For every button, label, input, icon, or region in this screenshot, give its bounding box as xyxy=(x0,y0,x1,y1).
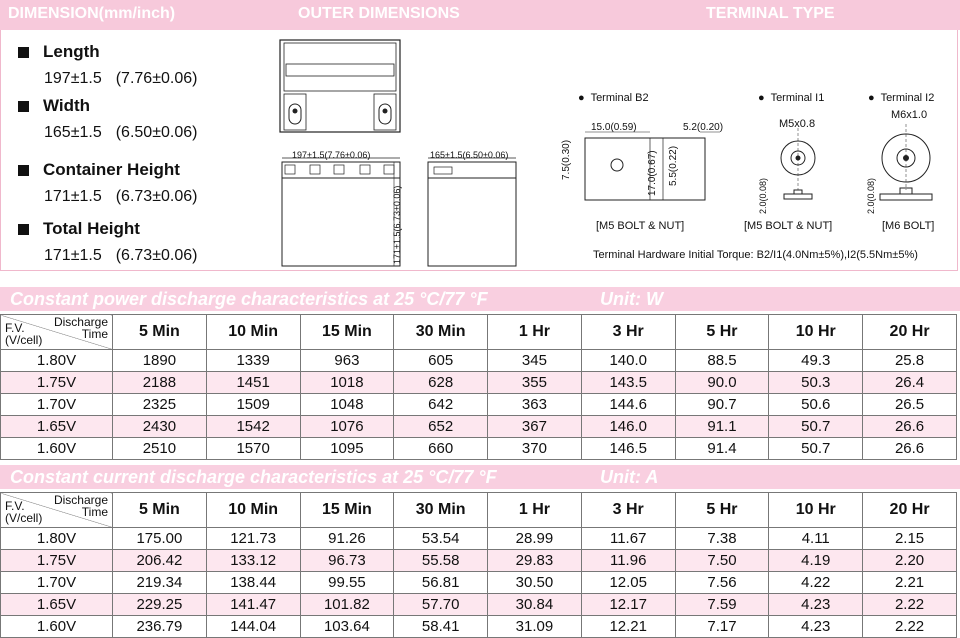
value-cell: 4.23 xyxy=(769,616,863,638)
i2-bolt: M6x1.0 xyxy=(891,109,928,121)
value-cell: 628 xyxy=(394,372,488,394)
dim-label: Width xyxy=(43,96,91,115)
column-header: 30 Min xyxy=(394,315,488,350)
value-cell: 2.15 xyxy=(863,528,957,550)
fv-cell: 1.65V xyxy=(1,416,113,438)
value-cell: 660 xyxy=(394,438,488,460)
value-cell: 26.6 xyxy=(863,438,957,460)
table-row xyxy=(1,572,957,594)
value-cell: 367 xyxy=(488,416,582,438)
dimension-header-bar xyxy=(0,0,960,30)
dim-container-height xyxy=(18,160,211,206)
table-header-row xyxy=(1,493,957,528)
dim-label: Total Height xyxy=(43,219,140,238)
current-table-band xyxy=(0,465,960,489)
value-cell: 2.20 xyxy=(863,550,957,572)
corner-fv: F.V. xyxy=(5,499,25,513)
value-cell: 219.34 xyxy=(113,572,207,594)
value-cell: 355 xyxy=(488,372,582,394)
value-cell: 90.0 xyxy=(675,372,769,394)
table-row xyxy=(1,350,957,372)
table-header-row xyxy=(1,315,957,350)
terminal-b2-title: ● Terminal B2 xyxy=(578,92,649,104)
column-header: 10 Min xyxy=(206,493,300,528)
outer-dimensions-title: OUTER DIMENSIONS xyxy=(298,5,460,22)
dim-total-height xyxy=(18,219,211,265)
column-header: 1 Hr xyxy=(488,493,582,528)
value-cell: 175.00 xyxy=(113,528,207,550)
column-header: 15 Min xyxy=(300,493,394,528)
torque-note: Terminal Hardware Initial Torque: B2/I1(4.0Nm±5%),I2(5.5Nm±5%) xyxy=(593,249,918,261)
value-cell: 91.1 xyxy=(675,416,769,438)
terminal-i2-name: Terminal I2 xyxy=(880,92,935,104)
column-header: 3 Hr xyxy=(581,315,675,350)
column-header: 5 Min xyxy=(113,493,207,528)
fv-cell: 1.70V xyxy=(1,572,113,594)
value-cell: 91.26 xyxy=(300,528,394,550)
b2-small-dim: 5.5(0.22) xyxy=(668,145,679,186)
value-cell: 140.0 xyxy=(581,350,675,372)
value-cell: 2188 xyxy=(113,372,207,394)
value-cell: 4.22 xyxy=(769,572,863,594)
b2-right-dim: 5.2(0.20) xyxy=(683,122,724,133)
value-cell: 2510 xyxy=(113,438,207,460)
front-width-label: 197±1.5(7.76±0.06) xyxy=(292,150,371,160)
b2-left-dim: 7.5(0.30) xyxy=(561,139,572,180)
column-header: 20 Hr xyxy=(863,493,957,528)
value-cell: 236.79 xyxy=(113,616,207,638)
value-cell: 2325 xyxy=(113,394,207,416)
terminal-i1-title: ● Terminal I1 xyxy=(758,92,825,104)
corner-discharge: Discharge xyxy=(53,493,108,507)
i1-dim: 2.0(0.08) xyxy=(758,177,768,214)
column-header: 10 Hr xyxy=(769,493,863,528)
value-cell: 1509 xyxy=(206,394,300,416)
b2-hardware: [M5 BOLT & NUT] xyxy=(596,220,685,232)
dim-label: Container Height xyxy=(43,160,180,179)
battery-side-view xyxy=(428,158,516,266)
b2-width-dim: 15.0(0.59) xyxy=(591,122,637,133)
table-row xyxy=(1,528,957,550)
terminal-i1-name: Terminal I1 xyxy=(770,92,825,104)
value-cell: 4.23 xyxy=(769,594,863,616)
value-cell: 28.99 xyxy=(488,528,582,550)
column-header: 10 Hr xyxy=(769,315,863,350)
value-cell: 26.4 xyxy=(863,372,957,394)
corner-time: Time xyxy=(81,505,108,519)
value-cell: 50.7 xyxy=(769,438,863,460)
table-row xyxy=(1,550,957,572)
value-cell: 7.56 xyxy=(675,572,769,594)
dim-mm: 171±1.5 xyxy=(44,247,102,264)
corner-vcell: (V/cell) xyxy=(5,511,43,525)
value-cell: 53.54 xyxy=(394,528,488,550)
current-table-unit: Unit: A xyxy=(600,467,659,487)
value-cell: 652 xyxy=(394,416,488,438)
value-cell: 121.73 xyxy=(206,528,300,550)
value-cell: 144.6 xyxy=(581,394,675,416)
bullet-icon xyxy=(18,101,29,112)
value-cell: 7.17 xyxy=(675,616,769,638)
value-cell: 7.50 xyxy=(675,550,769,572)
value-cell: 99.55 xyxy=(300,572,394,594)
value-cell: 55.58 xyxy=(394,550,488,572)
value-cell: 1451 xyxy=(206,372,300,394)
dim-length xyxy=(18,42,211,88)
value-cell: 101.82 xyxy=(300,594,394,616)
height-label: 171±1.5(6.73±0.06) xyxy=(392,185,402,264)
value-cell: 642 xyxy=(394,394,488,416)
current-table-title: Constant current discharge characteristics at 25 °C/77 °F xyxy=(10,467,497,487)
value-cell: 11.67 xyxy=(581,528,675,550)
i1-hardware: [M5 BOLT & NUT] xyxy=(744,220,833,232)
corner-discharge: Discharge xyxy=(53,315,108,329)
b2-inner-dim: 17.0(0.67) xyxy=(647,150,658,196)
battery-top-view xyxy=(280,40,400,132)
column-header: 5 Hr xyxy=(675,493,769,528)
dim-inch: (7.76±0.06) xyxy=(115,70,198,87)
value-cell: 1890 xyxy=(113,350,207,372)
bullet-icon xyxy=(18,47,29,58)
column-header: 5 Min xyxy=(113,315,207,350)
value-cell: 1048 xyxy=(300,394,394,416)
power-table-band xyxy=(0,287,960,311)
column-header: 15 Min xyxy=(300,315,394,350)
value-cell: 26.6 xyxy=(863,416,957,438)
value-cell: 50.7 xyxy=(769,416,863,438)
fv-cell: 1.60V xyxy=(1,616,113,638)
fv-cell: 1.60V xyxy=(1,438,113,460)
value-cell: 96.73 xyxy=(300,550,394,572)
value-cell: 12.21 xyxy=(581,616,675,638)
value-cell: 605 xyxy=(394,350,488,372)
bullet-icon xyxy=(18,224,29,235)
value-cell: 146.0 xyxy=(581,416,675,438)
dim-inch: (6.50±0.06) xyxy=(115,124,198,141)
fv-cell: 1.65V xyxy=(1,594,113,616)
dimension-title: DIMENSION(mm/inch) xyxy=(8,5,176,22)
value-cell: 370 xyxy=(488,438,582,460)
column-header: 30 Min xyxy=(394,493,488,528)
value-cell: 58.41 xyxy=(394,616,488,638)
value-cell: 1095 xyxy=(300,438,394,460)
table-row xyxy=(1,372,957,394)
value-cell: 31.09 xyxy=(488,616,582,638)
value-cell: 144.04 xyxy=(206,616,300,638)
value-cell: 103.64 xyxy=(300,616,394,638)
value-cell: 141.47 xyxy=(206,594,300,616)
value-cell: 90.7 xyxy=(675,394,769,416)
value-cell: 4.19 xyxy=(769,550,863,572)
table-row xyxy=(1,394,957,416)
power-table-unit: Unit: W xyxy=(600,289,663,309)
dim-width xyxy=(18,96,211,142)
fv-cell: 1.80V xyxy=(1,350,113,372)
value-cell: 1076 xyxy=(300,416,394,438)
table-corner xyxy=(1,493,113,528)
value-cell: 1339 xyxy=(206,350,300,372)
table-row xyxy=(1,438,957,460)
corner-vcell: (V/cell) xyxy=(5,333,43,347)
value-cell: 50.6 xyxy=(769,394,863,416)
column-header: 10 Min xyxy=(206,315,300,350)
value-cell: 2.22 xyxy=(863,594,957,616)
value-cell: 146.5 xyxy=(581,438,675,460)
value-cell: 30.84 xyxy=(488,594,582,616)
dim-inch: (6.73±0.06) xyxy=(115,188,198,205)
value-cell: 7.59 xyxy=(675,594,769,616)
value-cell: 133.12 xyxy=(206,550,300,572)
value-cell: 1542 xyxy=(206,416,300,438)
value-cell: 963 xyxy=(300,350,394,372)
side-width-label: 165±1.5(6.50±0.06) xyxy=(430,150,509,160)
value-cell: 229.25 xyxy=(113,594,207,616)
value-cell: 11.96 xyxy=(581,550,675,572)
value-cell: 88.5 xyxy=(675,350,769,372)
value-cell: 363 xyxy=(488,394,582,416)
terminal-type-title: TERMINAL TYPE xyxy=(706,5,835,22)
value-cell: 26.5 xyxy=(863,394,957,416)
value-cell: 30.50 xyxy=(488,572,582,594)
value-cell: 91.4 xyxy=(675,438,769,460)
value-cell: 50.3 xyxy=(769,372,863,394)
value-cell: 4.11 xyxy=(769,528,863,550)
value-cell: 29.83 xyxy=(488,550,582,572)
dim-mm: 165±1.5 xyxy=(44,124,102,141)
dim-mm: 171±1.5 xyxy=(44,188,102,205)
table-row xyxy=(1,594,957,616)
table-corner xyxy=(1,315,113,350)
value-cell: 138.44 xyxy=(206,572,300,594)
fv-cell: 1.70V xyxy=(1,394,113,416)
value-cell: 12.17 xyxy=(581,594,675,616)
i2-dim: 2.0(0.08) xyxy=(866,177,876,214)
value-cell: 206.42 xyxy=(113,550,207,572)
terminal-i2-drawing xyxy=(880,124,932,200)
column-header: 5 Hr xyxy=(675,315,769,350)
value-cell: 57.70 xyxy=(394,594,488,616)
power-table-title: Constant power discharge characteristics at 25 °C/77 °F xyxy=(10,289,488,309)
value-cell: 49.3 xyxy=(769,350,863,372)
value-cell: 143.5 xyxy=(581,372,675,394)
i2-hardware: [M6 BOLT] xyxy=(882,220,935,232)
dim-label: Length xyxy=(43,42,100,61)
i1-bolt: M5x0.8 xyxy=(779,118,816,130)
bullet-icon xyxy=(18,165,29,176)
column-header: 1 Hr xyxy=(488,315,582,350)
column-header: 20 Hr xyxy=(863,315,957,350)
fv-cell: 1.75V xyxy=(1,550,113,572)
value-cell: 56.81 xyxy=(394,572,488,594)
terminal-i2-title: ● Terminal I2 xyxy=(868,92,935,104)
value-cell: 345 xyxy=(488,350,582,372)
table-row xyxy=(1,616,957,638)
terminal-i1-drawing xyxy=(781,128,815,199)
fv-cell: 1.80V xyxy=(1,528,113,550)
value-cell: 2430 xyxy=(113,416,207,438)
value-cell: 12.05 xyxy=(581,572,675,594)
terminal-b2-name: Terminal B2 xyxy=(590,92,649,104)
dim-mm: 197±1.5 xyxy=(44,70,102,87)
current-discharge-table xyxy=(0,492,957,638)
power-discharge-table xyxy=(0,314,957,460)
battery-front-view xyxy=(282,158,400,266)
value-cell: 2.22 xyxy=(863,616,957,638)
table-row xyxy=(1,416,957,438)
value-cell: 1018 xyxy=(300,372,394,394)
corner-time: Time xyxy=(81,327,108,341)
corner-fv: F.V. xyxy=(5,321,25,335)
value-cell: 25.8 xyxy=(863,350,957,372)
dim-inch: (6.73±0.06) xyxy=(115,247,198,264)
value-cell: 7.38 xyxy=(675,528,769,550)
value-cell: 1570 xyxy=(206,438,300,460)
column-header: 3 Hr xyxy=(581,493,675,528)
fv-cell: 1.75V xyxy=(1,372,113,394)
value-cell: 2.21 xyxy=(863,572,957,594)
